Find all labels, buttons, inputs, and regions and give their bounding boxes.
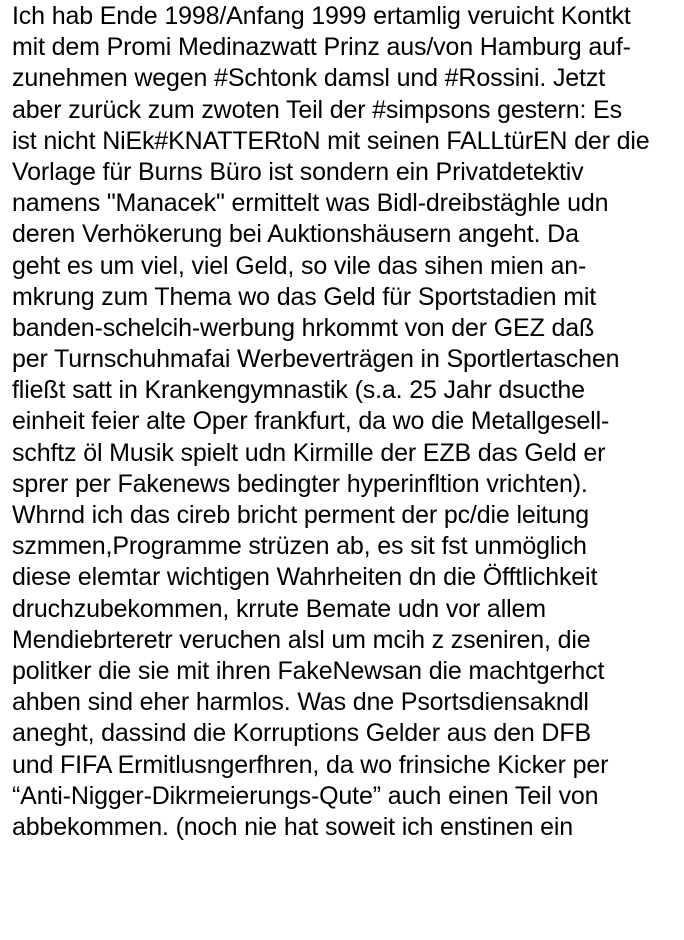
text-line: mkrung zum Thema wo das Geld für Sportstadien mit	[12, 282, 597, 311]
text-line: “Anti-Nigger-Dikrmeierungs-Qute” auch einen Teil von	[12, 781, 599, 810]
text-line: ist nicht NiEk#KNATTERtoN mit seinen FALLtürEN der die	[12, 126, 650, 155]
text-line: szmmen,Programme strüzen ab, es sit fst unmöglich	[12, 532, 587, 561]
text-line: zunehmen wegen #Schtonk damsl und #Rossini. Jetzt	[12, 64, 605, 93]
text-line: aneght, dassind die Korruptions Gelder aus den DFB	[12, 719, 591, 748]
text-line: deren Verhökerung bei Auktionshäusern angeht. Da	[12, 220, 579, 249]
text-line: schftz öl Musik spielt udn Kirmille der EZB das Geld er	[12, 438, 606, 467]
text-line: aber zurück zum zwoten Teil der #simpsons gestern: Es	[12, 95, 622, 124]
text-line: druchzubekommen, krrute Bemate udn vor allem	[12, 594, 546, 623]
text-line: abbekommen. (noch nie hat soweit ich enstinen ein	[12, 812, 574, 841]
text-line: geht es um viel, viel Geld, so vile das sihen mien an-	[12, 251, 587, 280]
text-line: fließt satt in Krankengymnastik (s.a. 25 Jahr dsucthe	[12, 376, 585, 405]
text-line: diese elemtar wichtigen Wahrheiten dn die Öfftlichkeit	[12, 563, 598, 592]
text-line: banden-schelcih-werbung hrkommt von der GEZ daß	[12, 313, 595, 342]
text-line: mit dem Promi Medinazwatt Prinz aus/von Hamburg auf-	[12, 33, 631, 62]
text-line: ahben sind eher harmlos. Was dne Psortsdiensakndl	[12, 688, 589, 717]
text-line: Mendiebrteretr veruchen alsl um mcih z zseniren, die	[12, 625, 591, 654]
text-line: Ich hab Ende 1998/Anfang 1999 ertamlig veruicht Kontkt	[12, 2, 631, 30]
body-text	[12, 1, 684, 843]
text-line: und FIFA Ermitlusngerfhren, da wo frinsiche Kicker per	[12, 750, 609, 779]
text-line: sprer per Fakenews bedingter hyperinfltion vrichten).	[12, 469, 588, 498]
text-line: namens "Manacek" ermittelt was Bidl-dreibstäghle udn	[12, 189, 609, 218]
text-line: einheit feier alte Oper frankfurt, da wo die Metallgesell-	[12, 407, 610, 436]
text-line: Vorlage für Burns Büro ist sondern ein Privatdetektiv	[12, 157, 584, 186]
text-line: politker die sie mit ihren FakeNewsan die machtgerhct	[12, 656, 605, 685]
text-line: Whrnd ich das cireb bricht perment der pc/die leitung	[12, 501, 590, 529]
text-line: per Turnschuhmafai Werbeverträgen in Sportlertaschen	[12, 345, 620, 374]
